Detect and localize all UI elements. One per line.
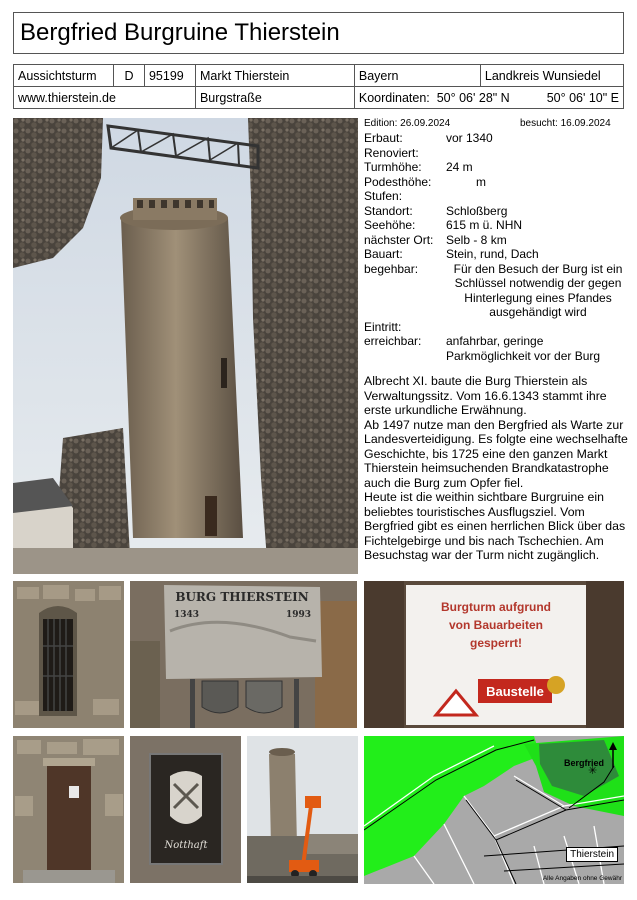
- fact-row: [364, 131, 630, 146]
- story-paragraph: Heute ist die weithin sichtbare Burgruine ein beliebtes touristisches Ausflugsziel. Vom Bergfried gibt es einen herrlichen Blick über das Fichtelgebirge und bis nach Tschechien. Am Besuchstag war der Turm nicht zugänglich.: [364, 490, 626, 562]
- plaque-year-right: 1993: [286, 610, 312, 620]
- sign-line-2: von Bauarbeiten: [448, 618, 544, 632]
- website-link[interactable]: www.thierstein.de: [14, 87, 196, 109]
- window-photo: [13, 581, 124, 728]
- tower-type: Aussichtsturm: [14, 65, 114, 87]
- coordinates: [354, 87, 623, 109]
- info-row-2: [14, 87, 624, 109]
- longitude: 50° 06' 10" E: [546, 90, 619, 105]
- postcode: 95199: [144, 65, 195, 87]
- fact-row: [364, 146, 630, 161]
- main-tower-photo: [13, 118, 358, 574]
- fact-key: erreichbar:: [364, 334, 422, 348]
- fact-row: [364, 233, 630, 248]
- fact-row: [364, 334, 630, 363]
- fact-row: [364, 247, 630, 262]
- info-row-1: [14, 65, 624, 87]
- edition-row: [364, 118, 630, 131]
- closed-sign-photo: [364, 581, 624, 728]
- fact-key: Stufen:: [364, 189, 403, 203]
- door-photo: [13, 736, 124, 883]
- plaque-year-left: 1343: [174, 610, 200, 620]
- fact-value: vor 1340: [446, 131, 493, 145]
- map-place-label: Thierstein: [566, 847, 618, 862]
- fact-key: Podesthöhe:: [364, 174, 432, 189]
- map-poi-label: Bergfried: [564, 758, 605, 768]
- fact-key: begehbar:: [364, 261, 419, 276]
- district: Landkreis Wunsiedel: [480, 65, 623, 87]
- map-disclaimer: Alle Angaben ohne Gewähr: [542, 875, 622, 882]
- fact-value: anfahrbar, geringe Parkmöglichkeit vor der Burg: [446, 334, 601, 363]
- edition-date: Edition: 26.09.2024: [364, 118, 451, 129]
- fact-row: [364, 189, 630, 204]
- state: Bayern: [354, 65, 480, 87]
- plaque-photo: [130, 581, 357, 728]
- fact-value: Stein, rund, Dach: [446, 247, 539, 261]
- tower-lift-photo: [247, 736, 358, 883]
- fact-value: Für den Besuch der Burg ist ein Schlüssel notwendig der gegen Hinterlegung eines Pfandes ausgehändigt wird: [453, 261, 623, 319]
- municipality: Markt Thierstein: [195, 65, 354, 87]
- fact-value: 24 m: [446, 160, 473, 174]
- fact-key: Renoviert:: [364, 145, 419, 160]
- fact-value: Selb - 8 km: [446, 232, 507, 247]
- fact-key: Seehöhe:: [364, 218, 416, 232]
- fact-key: Erbaut:: [364, 131, 403, 145]
- plaque-title: BURG THIERSTEIN: [175, 590, 309, 604]
- story-paragraph: Albrecht XI. baute die Burg Thierstein als Verwaltungssitz. Vom 16.6.1343 stammt ihre erste urkundliche Erwähnung.: [364, 374, 607, 417]
- fact-key: Turmhöhe:: [364, 160, 422, 174]
- crest-photo: [130, 736, 241, 883]
- fact-value: m: [476, 174, 486, 189]
- latitude: 50° 06' 28" N: [436, 90, 510, 105]
- visited-date: besucht: 16.09.2024: [520, 118, 611, 129]
- coordinates-label: Koordinaten:: [358, 90, 430, 105]
- location-map[interactable]: [364, 736, 624, 884]
- sign-line-3: gesperrt!: [469, 636, 523, 650]
- facts-panel: [364, 118, 630, 363]
- fact-value: [446, 189, 630, 204]
- fact-value: 615 m ü. NHN: [446, 218, 523, 232]
- fact-key: nächster Ort:: [364, 232, 434, 247]
- street: Burgstraße: [195, 87, 354, 109]
- fact-row: [364, 218, 630, 233]
- fact-row: [364, 204, 630, 219]
- fact-value: [446, 146, 630, 161]
- page-title: Bergfried Burgruine Thierstein: [13, 12, 624, 54]
- fact-row: [364, 175, 630, 190]
- sign-line-1: Burgturm aufgrund: [441, 600, 551, 614]
- fact-row: [364, 160, 630, 175]
- fact-key: Bauart:: [364, 247, 403, 261]
- fact-key: Eintritt:: [364, 319, 402, 334]
- svg-text:✳: ✳: [588, 765, 598, 777]
- fact-value: Schloßberg: [446, 203, 508, 218]
- story-paragraph: Ab 1497 nutze man den Bergfried als Warte zur Landesverteidigung. Es folgte eine wechselhafte Geschichte, bis 1725 eine den ganzen Markt Thierstein heimsuchenden Brandkatastrophe auch die Burg zum Opfer fiel.: [364, 417, 628, 490]
- info-table: [13, 64, 624, 109]
- country-code: D: [113, 65, 144, 87]
- fact-row: [364, 320, 630, 335]
- crest-text: Notthaft: [164, 840, 208, 851]
- fact-row: [364, 262, 630, 320]
- sign-baustelle: Baustelle: [486, 684, 544, 699]
- story-text: [364, 374, 630, 563]
- fact-value: [446, 320, 630, 335]
- fact-key: Standort:: [364, 203, 413, 218]
